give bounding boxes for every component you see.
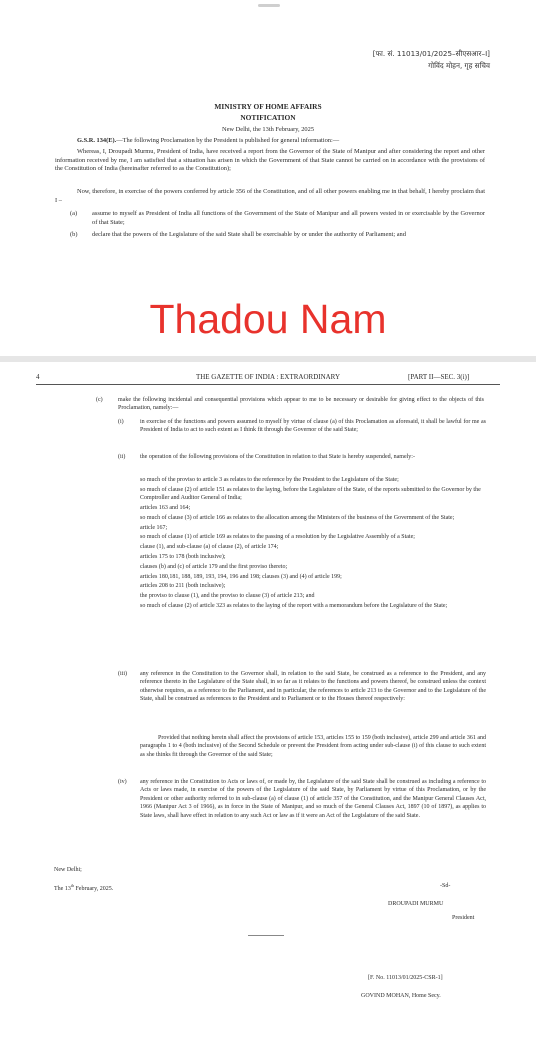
clause-text: the operation of the following provisions of the Constitution in relation to that State is hereby suspended, namely:- [140, 454, 415, 460]
list-item: so much of clause (2) of article 323 as relates to the laying of the report with a memorandum before the Legislature of the State; [140, 602, 448, 609]
status-bar-handle [258, 4, 280, 7]
item-text: assume to myself as President of India all functions of the Government of the State of Manipur and all powers vested in or exercisable by the Governor of that State; [92, 210, 485, 226]
date-superscript: th [70, 883, 74, 888]
home-secretary: GOVIND MOHAN, Home Secy. [361, 993, 441, 999]
gazette-part: [PART II—SEC. 3(i)] [408, 373, 470, 381]
page-divider [0, 356, 536, 362]
whereas-paragraph: Whereas, I, Droupadi Murmu, President of India, have received a report from the Governor of the State of Manipur and after considering the report and other information received by me, I am satisfied that a situation has arisen in which the Government of that State cannot be carried on in accordance with the provisions of the Constitution of India (hereinafter referred to as the Constitution); [55, 148, 485, 173]
hindi-signatory-name: गोविंद मोहन, गृह सचिव [428, 61, 490, 70]
clause-label: (iii) [118, 671, 127, 677]
clause-iv [118, 778, 486, 858]
clause-label: (iv) [118, 779, 127, 785]
notification-date: New Delhi, the 13th February, 2025 [221, 126, 315, 133]
hindi-file-reference: [फा. सं. 11013/01/2025–सीएसआर–I] [372, 49, 490, 58]
suspended-provisions-list [140, 476, 485, 612]
proviso-paragraph: Provided that nothing herein shall affect the provisions of article 153, articles 155 to 159 (both inclusive), article 299 and article 361 and paragraphs 1 to 4 (both inclusive) of the Second Schedule or prevent the President from acting under sub-clause (i) of this clause to such extent as she thinks fit through the Governor of the said State; [140, 735, 486, 758]
now-therefore-paragraph: Now, therefore, in exercise of the powers conferred by article 356 of the Constitution, and of all other powers enabling me in that behalf, I hereby proclaim that I – [55, 188, 485, 204]
list-item: articles 175 to 178 (both inclusive); [140, 553, 226, 560]
gsr-number: G.S.R. 134(E). [77, 137, 117, 144]
list-item: so much of clause (2) of article 151 as relates to the laying, before the Legislature of the State, of the reports submitted to the Governor by the Comptroller and Auditor General of India; [140, 486, 481, 502]
signature-mark: -Sd- [440, 883, 451, 889]
clause-label: (ii) [118, 454, 126, 460]
item-label: (b) [70, 231, 78, 238]
signing-place: New Delhi; [54, 867, 82, 873]
clause-label: (c) [96, 397, 103, 403]
list-item: so much of clause (1) of article 169 as relates to the passing of a resolution by the Legislative Assembly of a State; [140, 534, 415, 541]
list-item: clause (1), and sub-clause (a) of clause (2), of article 174; [140, 544, 279, 551]
signatory-name: DROUPADI MURMU [388, 901, 444, 907]
clause-text: any reference in the Constitution to Acts or laws of, or made by, the Legislature of the said State shall be construed as including a reference to Acts or laws made, in exercise of the powers of the Legislature of the said State, by Parliament by virtue of this Proclamation, or by the President or other authority referred to in sub-clause (a) of clause (1) of article 357 of the Constitution, and the Manipur General Clauses Act, 1966 (Manipur Act 3 of 1966), as in force in the State of Manipur, and so much of the General Clauses Act, 1897 (10 of 1897), as applies to State laws, shall have effect in relation to any such Act or law as if it were an Act of the Legislature of the said State. [140, 779, 486, 819]
signing-date [54, 882, 113, 893]
item-text: declare that the powers of the Legislature of the said State shall be exercisable by or under the authority of Parliament; and [92, 231, 406, 238]
ministry-heading: MINISTRY OF HOME AFFAIRS [214, 102, 322, 111]
clause-text: make the following incidental and consequential provisions which appear to me to be necessary or desirable for giving effect to the objects of this Proclamation, namely:— [118, 397, 484, 412]
list-item: so much of clause (3) of article 166 as relates to the allocation among the Ministers of the business of the Government of the State; [140, 514, 455, 521]
date-day: The 13 [54, 886, 71, 892]
page-number: 4 [36, 373, 40, 381]
list-item: articles 180,181, 188, 189, 193, 194, 196 and 198; clauses (3) and (4) of article 199; [140, 573, 342, 580]
clause-label: (i) [118, 419, 124, 425]
list-item: the proviso to clause (1), and the proviso to clause (3) of article 213; and [140, 593, 315, 600]
list-item [70, 231, 485, 249]
item-label: (a) [70, 210, 78, 217]
list-item: clauses (b) and (c) of article 179 and the first proviso thereto; [140, 563, 288, 570]
file-number: [F. No. 11013/01/2025-CSR-1] [368, 975, 443, 981]
separator-rule [248, 935, 284, 936]
gsr-text: —The following Proclamation by the President is published for general information:— [116, 137, 340, 144]
signatory-title: President [452, 915, 475, 921]
watermark-text: Thadou Nam [149, 296, 387, 342]
date-rest: February, 2025. [73, 886, 114, 892]
clause-iii [118, 670, 486, 730]
clause-c [96, 396, 486, 414]
list-item: articles 208 to 211 (both inclusive); [140, 583, 226, 590]
notification-heading: NOTIFICATION [240, 113, 296, 122]
header-rule [36, 384, 500, 385]
gazette-title: THE GAZETTE OF INDIA : EXTRAORDINARY [195, 373, 341, 381]
gsr-paragraph [55, 137, 485, 146]
list-item: article 167; [140, 524, 168, 531]
clause-i [118, 418, 486, 444]
list-item [70, 210, 485, 228]
clause-text: in exercise of the functions and powers assumed to myself by virtue of clause (a) of this Proclamation as aforesaid, it shall be lawful for me as President of India to act to such extent as I think fit through the Governor of the said State; [140, 419, 486, 434]
list-item: articles 163 and 164; [140, 505, 191, 511]
clause-ii [118, 453, 486, 471]
list-item: so much of the proviso to article 3 as relates to the reference by the President to the Legislature of the State; [140, 477, 399, 483]
clause-text: any reference in the Constitution to the Governor shall, in relation to the said State, be construed as a reference to the President, and any reference thereto in the Legislature of the State shall, in so far as it relates to the functions and powers thereof, be construed unless the context otherwise requires, as a reference to the Parliament, and in particular, the references to article 213 to the Governor and to the Legislature of the State, shall be construed as references to the President and to Parliament or to the Houses thereof respectively: [140, 671, 486, 703]
